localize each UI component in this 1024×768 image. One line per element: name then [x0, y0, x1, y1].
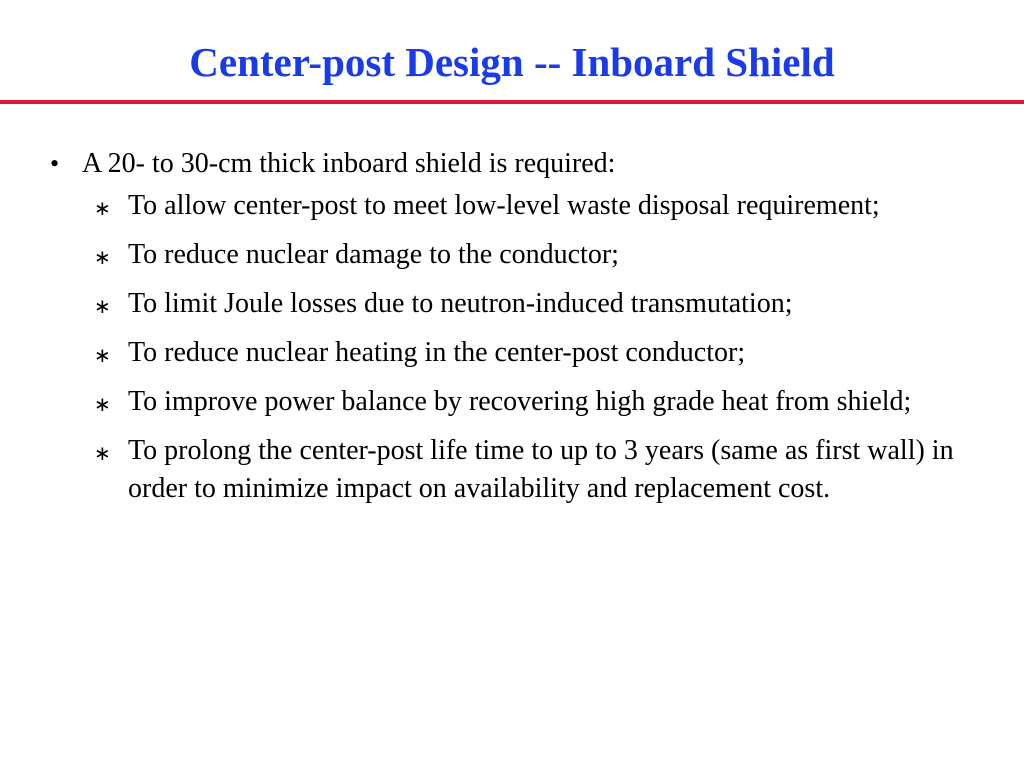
- sub-bullet-text: To allow center-post to meet low-level waste disposal requirement;: [128, 190, 880, 221]
- title-divider: [0, 100, 1024, 104]
- slide-title: Center-post Design -- Inboard Shield: [189, 39, 835, 85]
- sub-bullet-item: [92, 334, 1000, 372]
- asterisk-icon: ∗: [94, 294, 111, 318]
- slide-body: [50, 145, 1000, 508]
- sub-bullet-text: To reduce nuclear damage to the conductor;: [128, 239, 619, 270]
- sub-bullet-item: [92, 236, 1000, 274]
- sub-bullet-text: To limit Joule losses due to neutron-induced transmutation;: [128, 288, 793, 319]
- asterisk-icon: ∗: [94, 196, 111, 220]
- asterisk-icon: ∗: [94, 392, 111, 416]
- sub-bullet-item: [92, 432, 1000, 508]
- sub-bullet-text: To prolong the center-post life time to up to 3 years (same as first wall) in order to minimize impact on availability and replacement cost.: [128, 435, 954, 504]
- sub-bullet-list: [92, 187, 1000, 508]
- bullet-dot-icon: •: [50, 149, 60, 178]
- asterisk-icon: ∗: [94, 245, 111, 269]
- sub-bullet-text: To improve power balance by recovering high grade heat from shield;: [128, 386, 912, 417]
- bullet-item: [50, 145, 1000, 183]
- sub-bullet-item: [92, 187, 1000, 225]
- sub-bullet-text: To reduce nuclear heating in the center-post conductor;: [128, 337, 746, 368]
- bullet-text: A 20- to 30-cm thick inboard shield is required:: [82, 148, 616, 179]
- asterisk-icon: ∗: [94, 343, 111, 367]
- sub-bullet-item: [92, 285, 1000, 323]
- sub-bullet-item: [92, 383, 1000, 421]
- asterisk-icon: ∗: [94, 441, 111, 465]
